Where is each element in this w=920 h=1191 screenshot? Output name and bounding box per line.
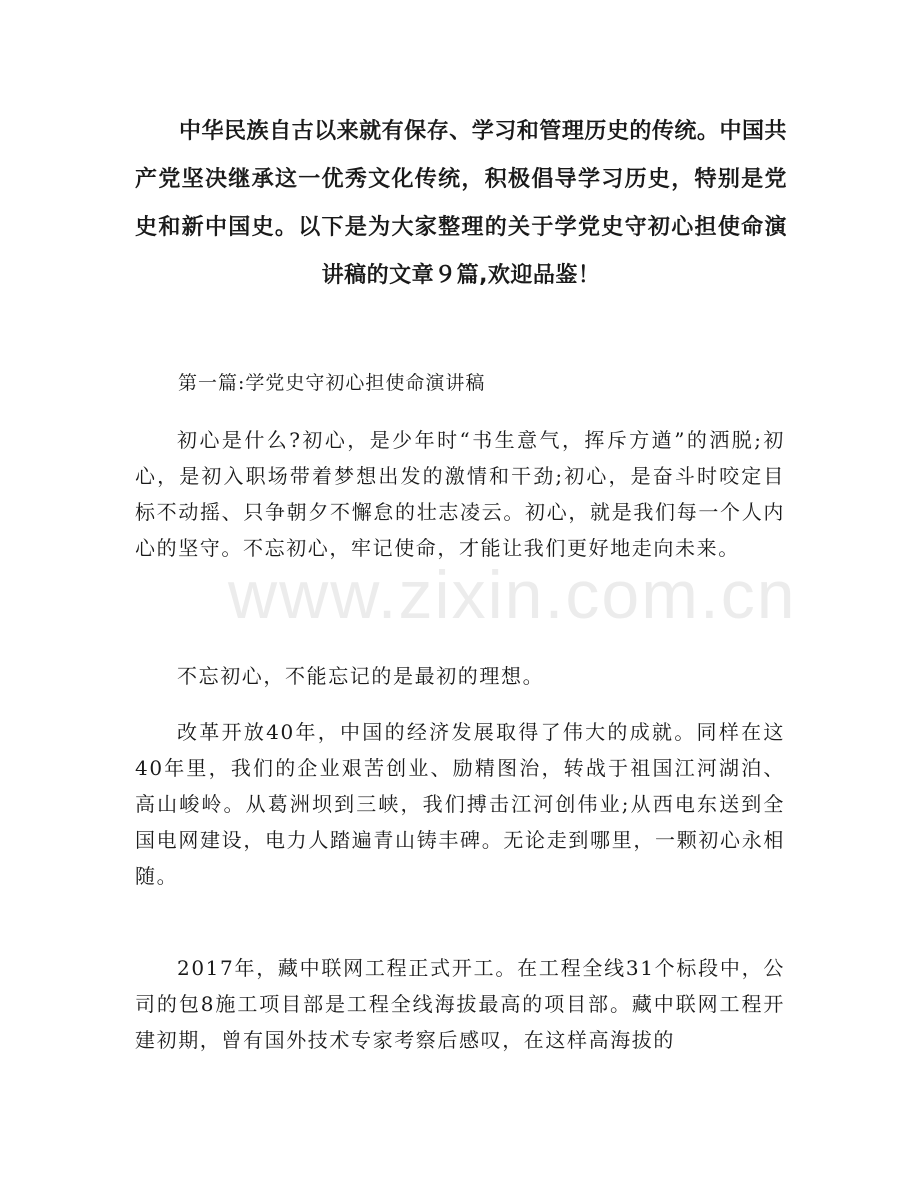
watermark: www.zixin.com.cn <box>228 557 797 633</box>
intro-paragraph: 中华民族自古以来就有保存、学习和管理历史的传统。中国共产党坚决继承这一优秀文化传统，积极倡导学习历史，特别是党史和新中国史。以下是为大家整理的关于学党史守初心担使命演讲稿的文章９篇,欢迎品鉴！ <box>135 119 787 288</box>
body-paragraph: 2017年，藏中联网工程正式开工。在工程全线31个标段中，公司的包8施工项目部是工程全线海拔最高的项目部。藏中联网工程开建初期，曾有国外技术专家考察后感叹，在这样高海拔的 <box>135 956 785 1052</box>
body-paragraph: 不忘初心，不能忘记的是最初的理想。 <box>177 664 545 688</box>
section-heading: 第一篇:学党史守初心担使命演讲稿 <box>178 372 486 394</box>
body-paragraph: 改革开放40年，中国的经济发展取得了伟大的成就。同样在这40年里，我们的企业艰苦创业、励精图治，转战于祖国江河湖泊、高山峻岭。从葛洲坝到三峡，我们搏击江河创伟业;从西电东送到全国电网建设，电力人踏遍青山铸丰碑。无论走到哪里，一颗初心永相随。 <box>135 720 785 888</box>
body-paragraph: 初心是什么?初心，是少年时“书生意气，挥斥方遒”的洒脱;初心，是初入职场带着梦想出发的激情和干劲;初心，是奋斗时咬定目标不动摇、只争朝夕不懈怠的壮志凌云。初心，就是我们每一个人内心的坚守。不忘初心，牢记使命，才能让我们更好地走向未来。 <box>135 428 785 560</box>
